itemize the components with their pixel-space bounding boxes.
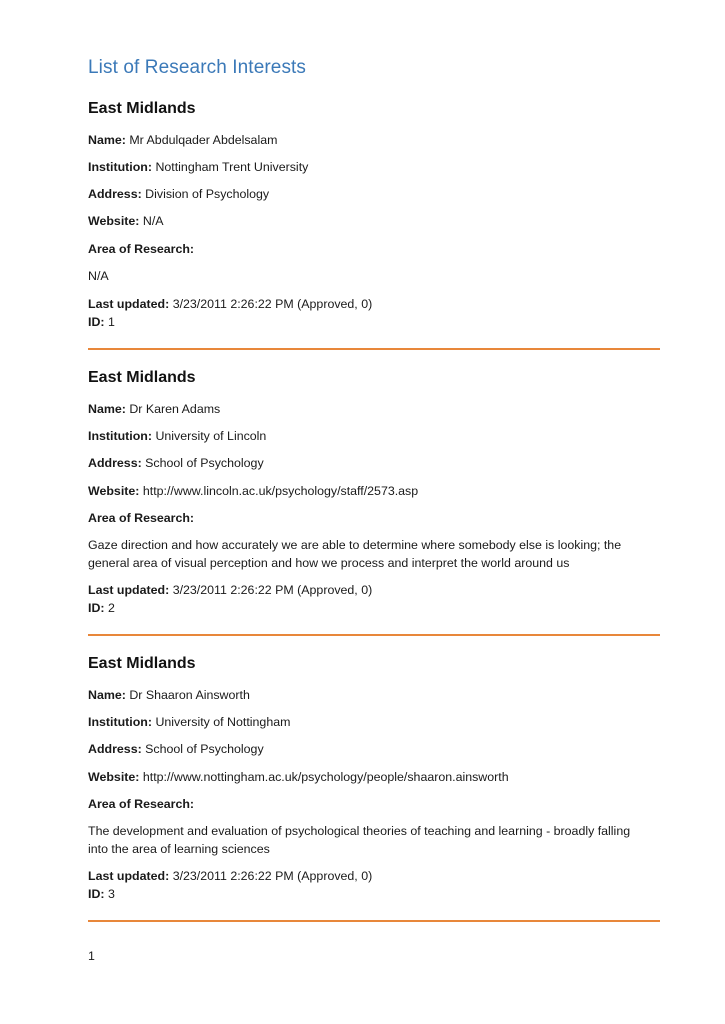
id-label: ID: xyxy=(88,315,105,329)
id-label: ID: xyxy=(88,601,105,615)
last-updated-label: Last updated: xyxy=(88,297,170,311)
name-label: Name: xyxy=(88,133,126,147)
name-label: Name: xyxy=(88,402,126,416)
institution-value: University of Lincoln xyxy=(155,429,267,443)
id-value: 2 xyxy=(107,601,115,615)
entry-name xyxy=(88,686,250,704)
entry-website xyxy=(88,482,418,500)
entry-area-label xyxy=(88,509,194,527)
entry-area-text: N/A xyxy=(88,269,109,283)
entry-area-label xyxy=(88,240,194,258)
id-value: 3 xyxy=(107,887,115,901)
address-label: Address: xyxy=(88,456,142,470)
entry-region-heading: East Midlands xyxy=(88,369,196,386)
website-label: Website: xyxy=(88,214,140,228)
entry-area-text: The development and evaluation of psychological theories of teaching and learning - broadly falling into the area of learning sciences xyxy=(88,824,631,856)
website-value: N/A xyxy=(142,214,164,228)
entry-last-updated xyxy=(88,295,372,313)
address-value: School of Psychology xyxy=(145,456,264,470)
last-updated-value: 3/23/2011 2:26:22 PM (Approved, 0) xyxy=(172,869,373,883)
institution-label: Institution: xyxy=(88,715,152,729)
entry-institution xyxy=(88,158,308,176)
name-value: Mr Abdulqader Abdelsalam xyxy=(129,133,278,147)
entry-region-heading: East Midlands xyxy=(88,655,196,672)
address-value: Division of Psychology xyxy=(145,187,270,201)
entry-address xyxy=(88,454,264,472)
entry-divider xyxy=(88,920,660,922)
website-label: Website: xyxy=(88,770,140,784)
id-value: 1 xyxy=(107,315,115,329)
entry-divider xyxy=(88,634,660,636)
name-value: Dr Shaaron Ainsworth xyxy=(129,688,250,702)
institution-label: Institution: xyxy=(88,429,152,443)
page-number: 1 xyxy=(88,949,95,963)
entry-institution xyxy=(88,427,266,445)
entry-area-label xyxy=(88,795,194,813)
entry-area-text: Gaze direction and how accurately we are able to determine where somebody else is looking; the general area of visual perception and how we process and interpret the world around us xyxy=(88,538,622,570)
page-title: List of Research Interests xyxy=(88,57,307,78)
address-label: Address: xyxy=(88,187,142,201)
entry-institution xyxy=(88,713,290,731)
website-value: http://www.lincoln.ac.uk/psychology/staff/2573.asp xyxy=(142,484,419,498)
name-value: Dr Karen Adams xyxy=(129,402,221,416)
entry-website xyxy=(88,212,164,230)
address-value: School of Psychology xyxy=(145,742,264,756)
entry-name xyxy=(88,131,277,149)
area-label: Area of Research: xyxy=(88,511,195,525)
website-value: http://www.nottingham.ac.uk/psychology/people/shaaron.ainsworth xyxy=(142,770,509,784)
entry-last-updated xyxy=(88,581,372,599)
entry-address xyxy=(88,740,264,758)
entry-region-heading: East Midlands xyxy=(88,100,196,117)
entry-divider xyxy=(88,348,660,350)
last-updated-value: 3/23/2011 2:26:22 PM (Approved, 0) xyxy=(172,583,373,597)
entry-id xyxy=(88,313,115,331)
name-label: Name: xyxy=(88,688,126,702)
entry-id xyxy=(88,885,115,903)
institution-value: Nottingham Trent University xyxy=(155,160,309,174)
website-label: Website: xyxy=(88,484,140,498)
entry-id xyxy=(88,599,115,617)
last-updated-label: Last updated: xyxy=(88,583,170,597)
entry-website xyxy=(88,768,509,786)
area-label: Area of Research: xyxy=(88,797,195,811)
last-updated-label: Last updated: xyxy=(88,869,170,883)
institution-label: Institution: xyxy=(88,160,152,174)
entry-address xyxy=(88,185,269,203)
institution-value: University of Nottingham xyxy=(155,715,291,729)
area-label: Area of Research: xyxy=(88,242,195,256)
address-label: Address: xyxy=(88,742,142,756)
last-updated-value: 3/23/2011 2:26:22 PM (Approved, 0) xyxy=(172,297,373,311)
id-label: ID: xyxy=(88,887,105,901)
entry-name xyxy=(88,400,220,418)
entry-last-updated xyxy=(88,867,372,885)
